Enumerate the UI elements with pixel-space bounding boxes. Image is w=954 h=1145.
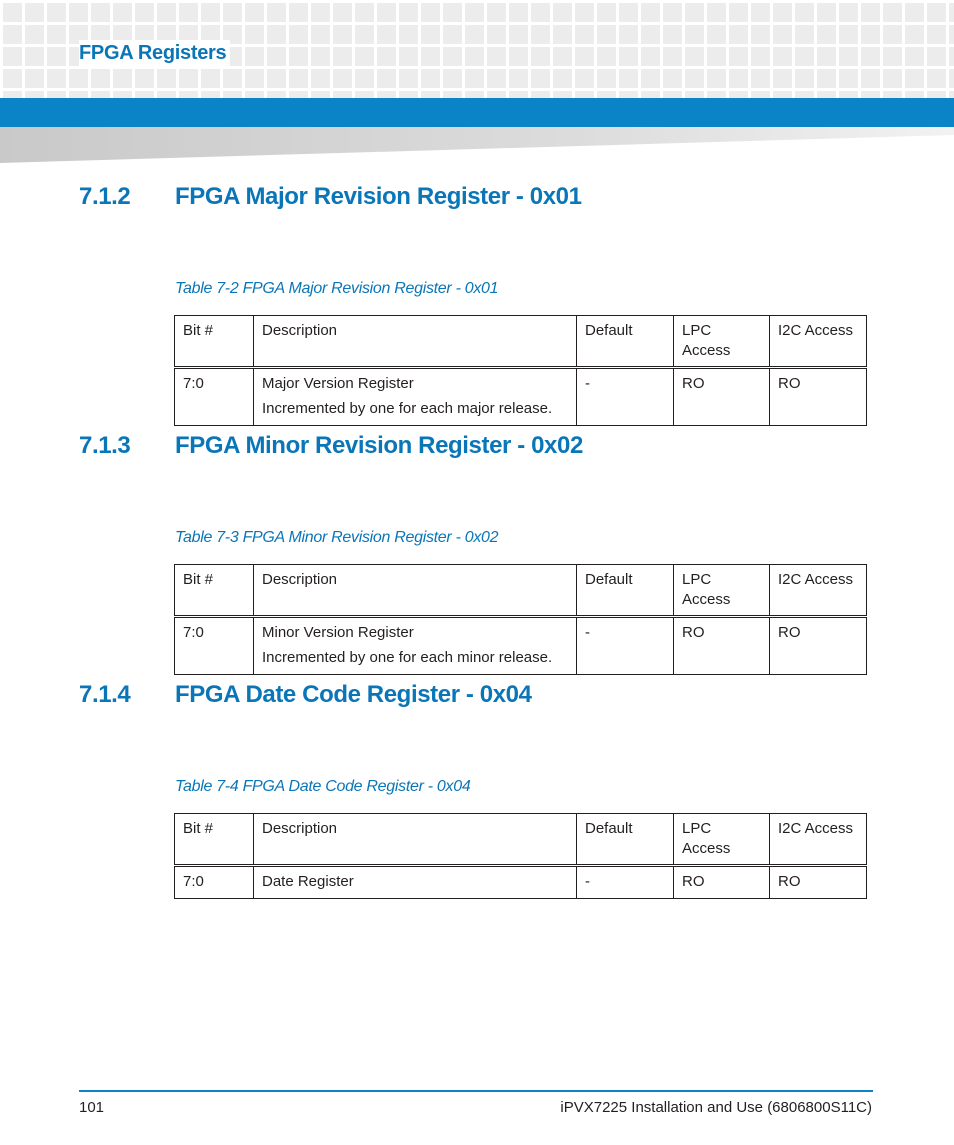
cell-lpc-access: RO xyxy=(674,368,770,426)
description-line: Minor Version Register xyxy=(262,624,414,641)
cell-lpc-access: RO xyxy=(674,866,770,899)
column-header-lpc-access: LPC Access xyxy=(674,565,770,617)
register-table-minor-revision xyxy=(174,564,867,675)
document-title: iPVX7225 Installation and Use (6806800S11C) xyxy=(560,1099,872,1116)
cell-description xyxy=(254,368,577,426)
cell-default: - xyxy=(577,866,674,899)
table-header-row xyxy=(175,565,867,617)
cell-i2c-access: RO xyxy=(770,866,867,899)
section-title: FPGA Major Revision Register - 0x01 xyxy=(175,183,582,210)
column-header-description: Description xyxy=(254,316,577,368)
column-header-default: Default xyxy=(577,814,674,866)
column-header-default: Default xyxy=(577,565,674,617)
column-header-default: Default xyxy=(577,316,674,368)
table-row xyxy=(175,617,867,675)
column-header-lpc-access: LPC Access xyxy=(674,316,770,368)
column-header-lpc-access: LPC Access xyxy=(674,814,770,866)
section-title: FPGA Minor Revision Register - 0x02 xyxy=(175,432,583,459)
column-header-bit: Bit # xyxy=(175,814,254,866)
column-header-description: Description xyxy=(254,565,577,617)
section-number: 7.1.2 xyxy=(79,183,131,210)
column-header-i2c-access: I2C Access xyxy=(770,814,867,866)
column-header-i2c-access: I2C Access xyxy=(770,316,867,368)
description-line: Incremented by one for each major release. xyxy=(262,400,553,417)
description-line: Date Register xyxy=(262,873,354,890)
footer-rule xyxy=(79,1090,873,1092)
column-header-bit: Bit # xyxy=(175,316,254,368)
cell-lpc-access: RO xyxy=(674,617,770,675)
section-heading-7-1-2 xyxy=(79,183,582,211)
cell-bit: 7:0 xyxy=(175,866,254,899)
table-caption-7-4: Table 7-4 FPGA Date Code Register - 0x04 xyxy=(175,778,471,795)
description-line: Major Version Register xyxy=(262,375,414,392)
section-title: FPGA Date Code Register - 0x04 xyxy=(175,681,532,708)
column-header-description: Description xyxy=(254,814,577,866)
cell-bit: 7:0 xyxy=(175,368,254,426)
table-row xyxy=(175,368,867,426)
table-caption-7-3: Table 7-3 FPGA Minor Revision Register - 0x02 xyxy=(175,529,499,546)
cell-i2c-access: RO xyxy=(770,368,867,426)
cell-description xyxy=(254,617,577,675)
description-line: Incremented by one for each minor release. xyxy=(262,649,553,666)
header-blue-bar xyxy=(0,98,954,127)
cell-description xyxy=(254,866,577,899)
section-number: 7.1.4 xyxy=(79,681,131,708)
table-caption-7-2: Table 7-2 FPGA Major Revision Register - 0x01 xyxy=(175,280,499,297)
cell-default: - xyxy=(577,617,674,675)
cell-default: - xyxy=(577,368,674,426)
table-row xyxy=(175,866,867,899)
register-table-major-revision xyxy=(174,315,867,426)
section-heading-7-1-4 xyxy=(79,681,532,709)
page-number: 101 xyxy=(79,1099,105,1116)
running-header-title: FPGA Registers xyxy=(79,40,230,67)
header-gray-wedge xyxy=(0,127,954,163)
cell-i2c-access: RO xyxy=(770,617,867,675)
cell-bit: 7:0 xyxy=(175,617,254,675)
column-header-bit: Bit # xyxy=(175,565,254,617)
table-header-row xyxy=(175,814,867,866)
section-number: 7.1.3 xyxy=(79,432,131,459)
column-header-i2c-access: I2C Access xyxy=(770,565,867,617)
table-header-row xyxy=(175,316,867,368)
register-table-date-code xyxy=(174,813,867,899)
section-heading-7-1-3 xyxy=(79,432,583,460)
